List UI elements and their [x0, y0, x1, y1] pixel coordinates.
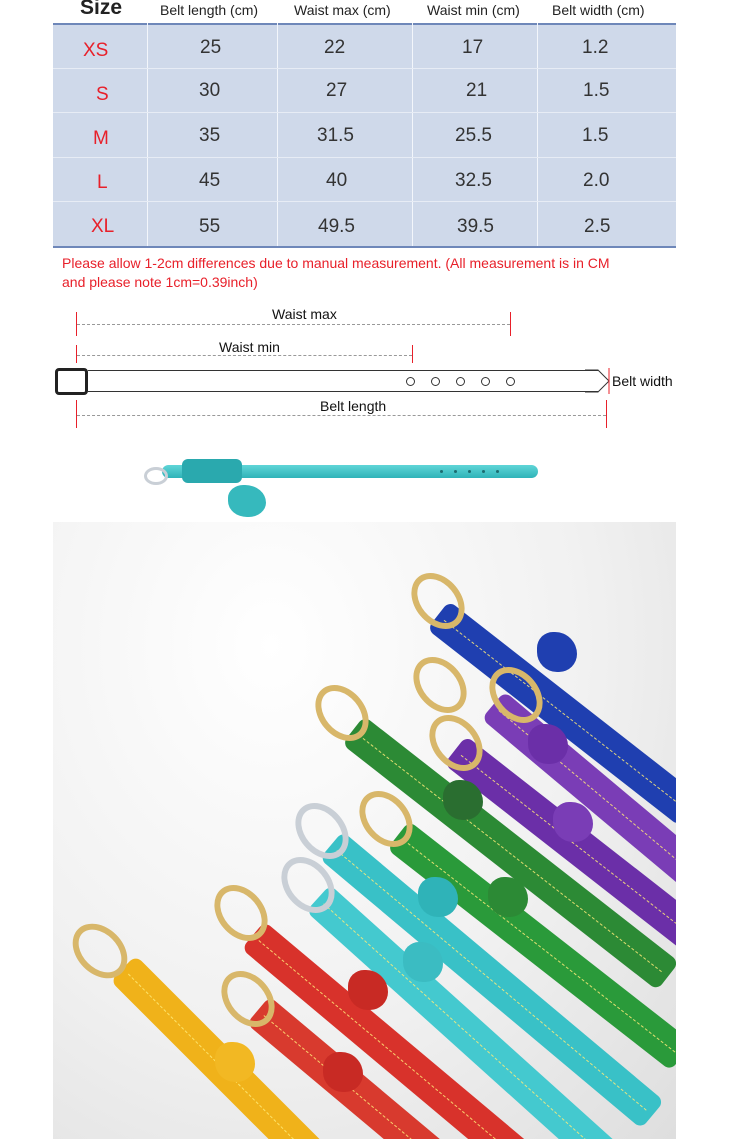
- waist-max-label: Waist max: [272, 306, 337, 322]
- table-row-size: XS: [83, 40, 109, 61]
- header-waist-max: Waist max (cm): [294, 2, 391, 18]
- table-row-size: L: [97, 172, 108, 193]
- table-cell: 21: [466, 80, 488, 101]
- table-row-size: XL: [91, 216, 115, 237]
- table-cell: 31.5: [317, 125, 354, 146]
- table-cell: 25.5: [455, 125, 492, 146]
- table-cell: 1.2: [582, 37, 609, 58]
- header-waist-min: Waist min (cm): [427, 2, 520, 18]
- table-cell: 2.5: [584, 216, 611, 237]
- belt-width-label: Belt width: [612, 373, 673, 389]
- table-cell: 1.5: [583, 80, 610, 101]
- teal-collar-image: [142, 455, 542, 520]
- waist-min-label: Waist min: [219, 339, 280, 355]
- table-row-size: M: [93, 128, 109, 149]
- header-size: Size: [80, 0, 123, 19]
- header-belt-width: Belt width (cm): [552, 2, 645, 18]
- table-cell: 2.0: [583, 170, 610, 191]
- table-cell: 40: [326, 170, 348, 191]
- size-table: [53, 0, 676, 248]
- table-cell: 45: [199, 170, 221, 191]
- product-photo: [53, 522, 676, 1139]
- table-cell: 39.5: [457, 216, 494, 237]
- table-cell: 25: [200, 37, 222, 58]
- table-cell: 22: [324, 37, 346, 58]
- table-cell: 55: [199, 216, 221, 237]
- measurement-diagram: [0, 300, 750, 440]
- note-line-1: Please allow 1-2cm differences due to manual measurement. (All measurement is in CM: [62, 255, 610, 271]
- header-belt-length: Belt length (cm): [160, 2, 259, 18]
- belt-tip-outline: [585, 367, 615, 395]
- table-cell: 27: [326, 80, 348, 101]
- note-line-2: and please note 1cm=0.39inch): [62, 274, 258, 290]
- table-cell: 49.5: [318, 216, 355, 237]
- belt-length-label: Belt length: [320, 398, 387, 414]
- table-cell: 35: [199, 125, 221, 146]
- belt-strap-outline: [88, 370, 598, 392]
- buckle-outline: [55, 368, 88, 395]
- table-cell: 17: [462, 37, 484, 58]
- table-cell: 32.5: [455, 170, 492, 191]
- table-row-size: S: [96, 84, 109, 105]
- table-cell: 30: [199, 80, 221, 101]
- measurement-note: [62, 254, 662, 292]
- table-cell: 1.5: [582, 125, 609, 146]
